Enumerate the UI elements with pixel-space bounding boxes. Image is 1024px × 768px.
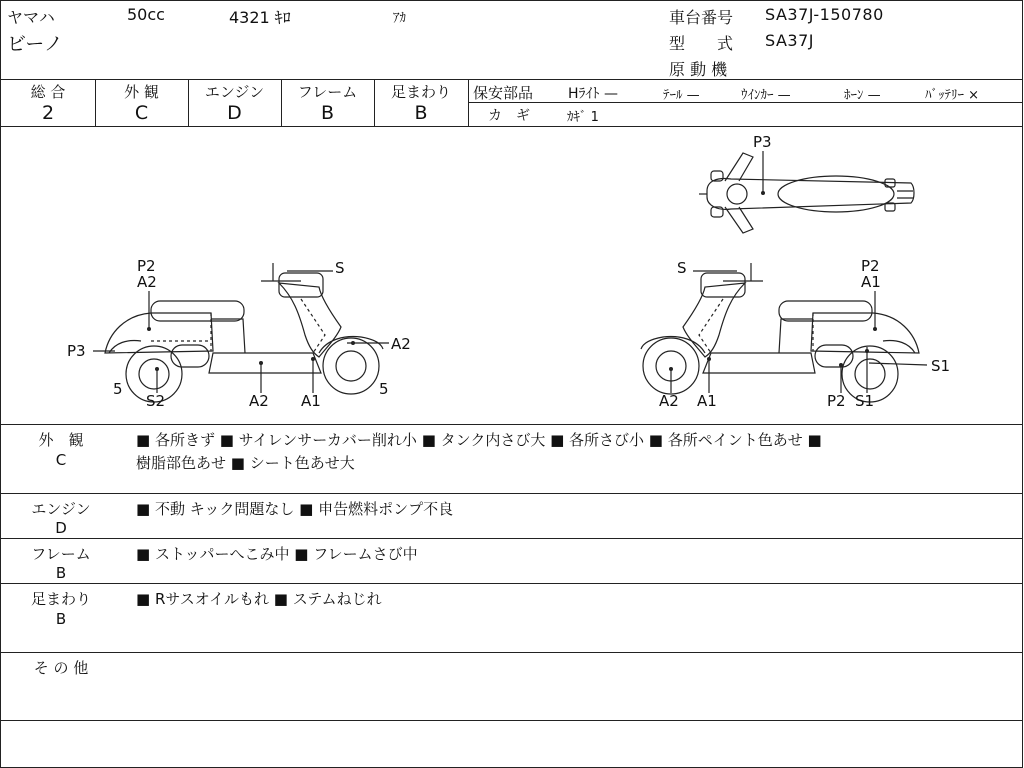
divider bbox=[1, 583, 1022, 584]
type-label: 型 式 bbox=[669, 34, 734, 53]
grade-label-suspension: 足まわり bbox=[390, 83, 451, 101]
label-5-rear-left: 5 bbox=[113, 380, 123, 398]
note-line: ■ Rサスオイルもれ ■ ステムねじれ bbox=[136, 590, 382, 608]
label-a2-front-left: A2 bbox=[391, 335, 411, 353]
label-a2-floor-left: A2 bbox=[249, 392, 269, 410]
model-name: ビーノ bbox=[7, 33, 63, 55]
tail-status: ﾃｰﾙ — bbox=[663, 88, 700, 103]
grade-value-engine: D bbox=[227, 102, 242, 124]
note-line: ■ 不動 キック問題なし ■ 申告燃料ポンプ不良 bbox=[136, 500, 454, 518]
scooter-top-view bbox=[699, 153, 914, 233]
label-s1-right: S1 bbox=[931, 357, 951, 375]
grade-value-exterior: C bbox=[134, 102, 149, 124]
label-a1-top-right: A1 bbox=[861, 273, 881, 291]
label-p3-left: P3 bbox=[67, 342, 86, 360]
note-line: ■ 各所きず ■ サイレンサーカバー削れ小 ■ タンク内さび大 ■ 各所さび小 ■ 各所ペイント色あせ ■ bbox=[136, 431, 822, 449]
divider bbox=[1, 493, 1022, 494]
grade-label-frame: フレーム bbox=[297, 83, 358, 101]
headlight-status: Hﾗｲﾄ — bbox=[568, 86, 618, 102]
grade-value-overall: 2 bbox=[41, 102, 55, 124]
divider bbox=[1, 652, 1022, 653]
note-category-suspension: 足まわり bbox=[30, 590, 91, 608]
horn-status: ﾎｰﾝ — bbox=[844, 88, 881, 103]
label-s1-bottom-right: S1 bbox=[855, 392, 875, 410]
note-grade-engine: D bbox=[55, 519, 67, 537]
key-value: ｶｷﾞ 1 bbox=[567, 110, 599, 125]
label-p3-top: P3 bbox=[753, 133, 772, 151]
grade-value-suspension: B bbox=[414, 102, 428, 124]
scooter-diagram bbox=[1, 127, 1022, 423]
note-category-other: そ の 他 bbox=[33, 659, 89, 677]
frame-no-label: 車台番号 bbox=[669, 8, 734, 27]
divider bbox=[1, 424, 1022, 425]
grade-label-engine: エンジン bbox=[204, 83, 265, 101]
grade-label-overall: 総 合 bbox=[30, 83, 66, 101]
winker-status: ｳｲﾝｶｰ — bbox=[741, 88, 791, 103]
note-category-engine: エンジン bbox=[31, 500, 91, 518]
color: ｱｶ bbox=[393, 11, 406, 26]
safety-parts-title: 保安部品 bbox=[473, 84, 534, 102]
label-p2-bottom-right: P2 bbox=[827, 392, 846, 410]
frame-no: SA37J-150780 bbox=[765, 5, 884, 24]
label-p2-right: P2 bbox=[861, 257, 880, 275]
label-s2-left: S2 bbox=[146, 392, 166, 410]
type-value: SA37J bbox=[765, 31, 814, 50]
label-s-left: S bbox=[335, 259, 345, 277]
divider bbox=[1, 79, 1022, 80]
label-s-right: S bbox=[677, 259, 687, 277]
divider bbox=[1, 720, 1022, 721]
label-a2-left: A2 bbox=[137, 273, 157, 291]
label-a2-right: A2 bbox=[659, 392, 679, 410]
note-grade-frame: B bbox=[55, 564, 67, 582]
divider bbox=[468, 79, 469, 126]
note-category-frame: フレーム bbox=[31, 545, 91, 563]
maker: ヤマハ bbox=[7, 8, 55, 27]
mileage: 4321 ｷﾛ bbox=[229, 8, 291, 27]
grade-value-frame: B bbox=[320, 102, 335, 124]
note-category-exterior: 外 観 bbox=[38, 431, 84, 449]
note-line: ■ ストッパーへこみ中 ■ フレームさび中 bbox=[136, 545, 418, 563]
battery-status: ﾊﾞｯﾃﾘｰ × bbox=[925, 88, 980, 103]
label-5-front-left: 5 bbox=[379, 380, 389, 398]
note-grade-suspension: B bbox=[55, 610, 67, 628]
grade-label-exterior: 外 観 bbox=[124, 83, 159, 101]
key-label: カ ギ bbox=[488, 108, 530, 124]
label-p2-left: P2 bbox=[137, 257, 156, 275]
label-a1-right: A1 bbox=[697, 392, 717, 410]
note-grade-exterior: C bbox=[55, 451, 67, 469]
displacement: 50cc bbox=[127, 5, 165, 24]
note-line: 樹脂部色あせ ■ シート色あせ大 bbox=[136, 454, 355, 472]
divider bbox=[1, 538, 1022, 539]
label-a1-left: A1 bbox=[301, 392, 321, 410]
engine-label: 原 動 機 bbox=[669, 60, 728, 79]
